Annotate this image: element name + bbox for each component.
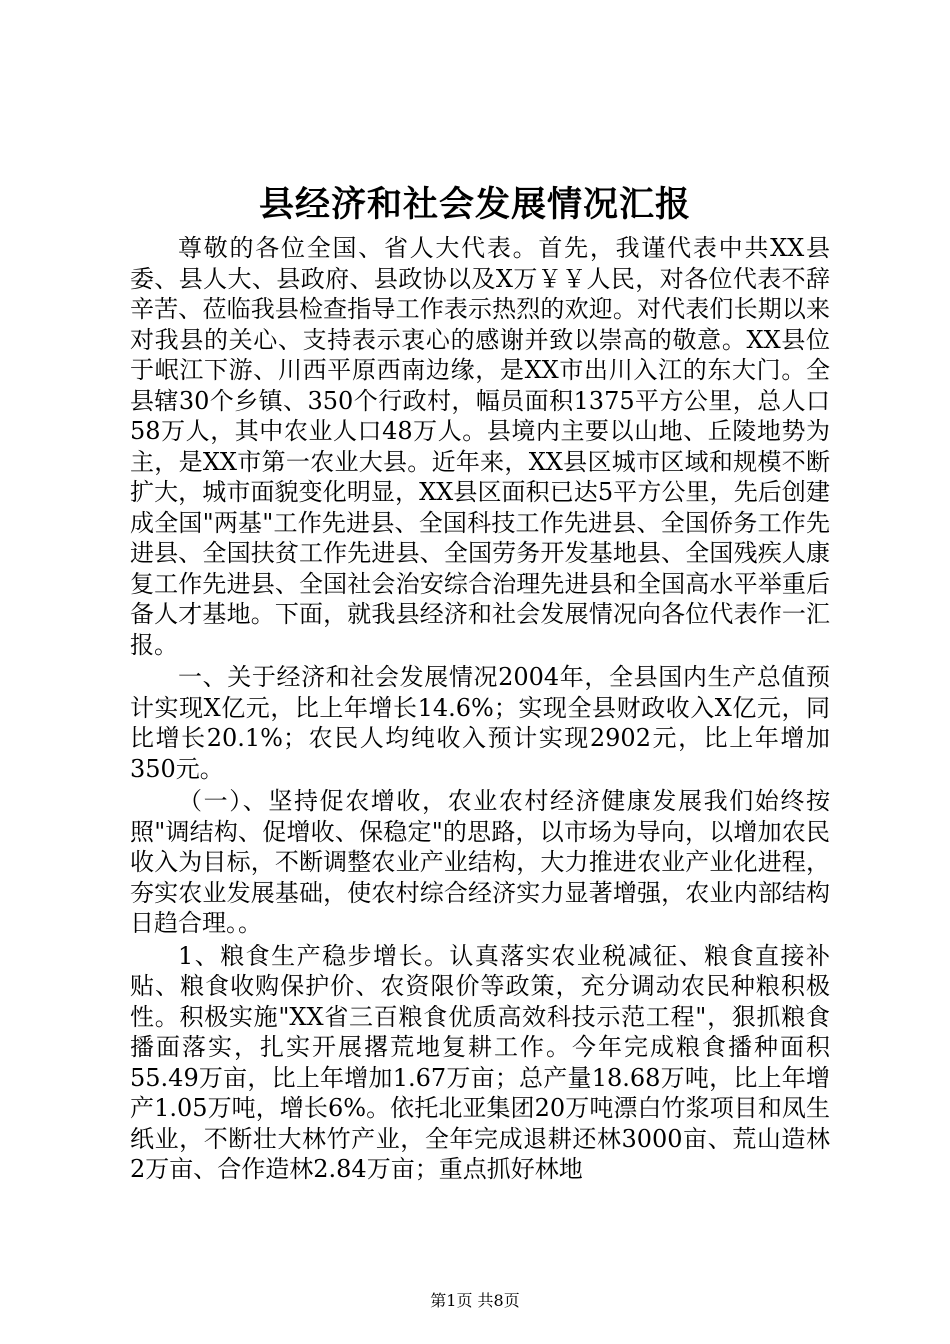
section-one-paragraph: 一、关于经济和社会发展情况2004年，全县国内生产总值预计实现X亿元，比上年增长14.6%；实现全县财政收入X亿元，同比增长20.1%；农民人均纯收入预计实现2902元，比上年增加350元。 [130, 663, 830, 783]
item-one-paragraph: 1、粮食生产稳步增长。认真落实农业税减征、粮食直接补贴、粮食收购保护价、农资限价等政策，充分调动农民种粮积极性。积极实施"XX省三百粮食优质高效科技示范工程"，狠抓粮食播面落实，扎实开展撂荒地复耕工作。今年完成粮食播种面积55.49万亩，比上年增加1.67万亩；总产量18.68万吨，比上年增产1.05万吨，增长6%。依托北亚集团20万吨漂白竹浆项目和凤生纸业，不断壮大林竹产业，全年完成退耕还林3000亩、荒山造林2万亩、合作造林2.84万亩；重点抓好林地 [130, 941, 830, 1183]
page-number-footer: 第1页 共8页 [430, 1291, 520, 1310]
subsection-one-paragraph: （一）、坚持促农增收，农业农村经济健康发展我们始终按照"调结构、促增收、保稳定"的思路，以市场为导向，以增加农民收入为目标，不断调整农业产业结构，大力推进农业产业化进程，夯实农业发展基础，使农村综合经济实力显著增强，农业内部结构日趋合理。。 [130, 787, 830, 937]
document-title: 县经济和社会发展情况汇报 [258, 184, 691, 225]
document-body [130, 233, 830, 1185]
intro-paragraph: 尊敬的各位全国、省人大代表。首先，我谨代表中共XX县委、县人大、县政府、县政协以及X万￥￥人民，对各位代表不辞辛苦、莅临我县检查指导工作表示热烈的欢迎。对代表们长期以来对我县的关心、支持表示衷心的感谢并致以崇高的敬意。XX县位于岷江下游、川西平原西南边缘，是XX市出川入江的东大门。全县辖30个乡镇、350个行政村，幅员面积1375平方公里，总人口58万人，其中农业人口48万人。县境内主要以山地、丘陵地势为主，是XX市第一农业大县。近年来，XX县区城市区域和规模不断扩大，城市面貌变化明显，XX县区面积已达5平方公里，先后创建成全国"两基"工作先进县、全国科技工作先进县、全国侨务工作先进县、全国扶贫工作先进县、全国劳务开发基地县、全国残疾人康复工作先进县、全国社会治安综合治理先进县和全国高水平举重后备人才基地。下面，就我县经济和社会发展情况向各位代表作一汇报。 [130, 234, 830, 659]
